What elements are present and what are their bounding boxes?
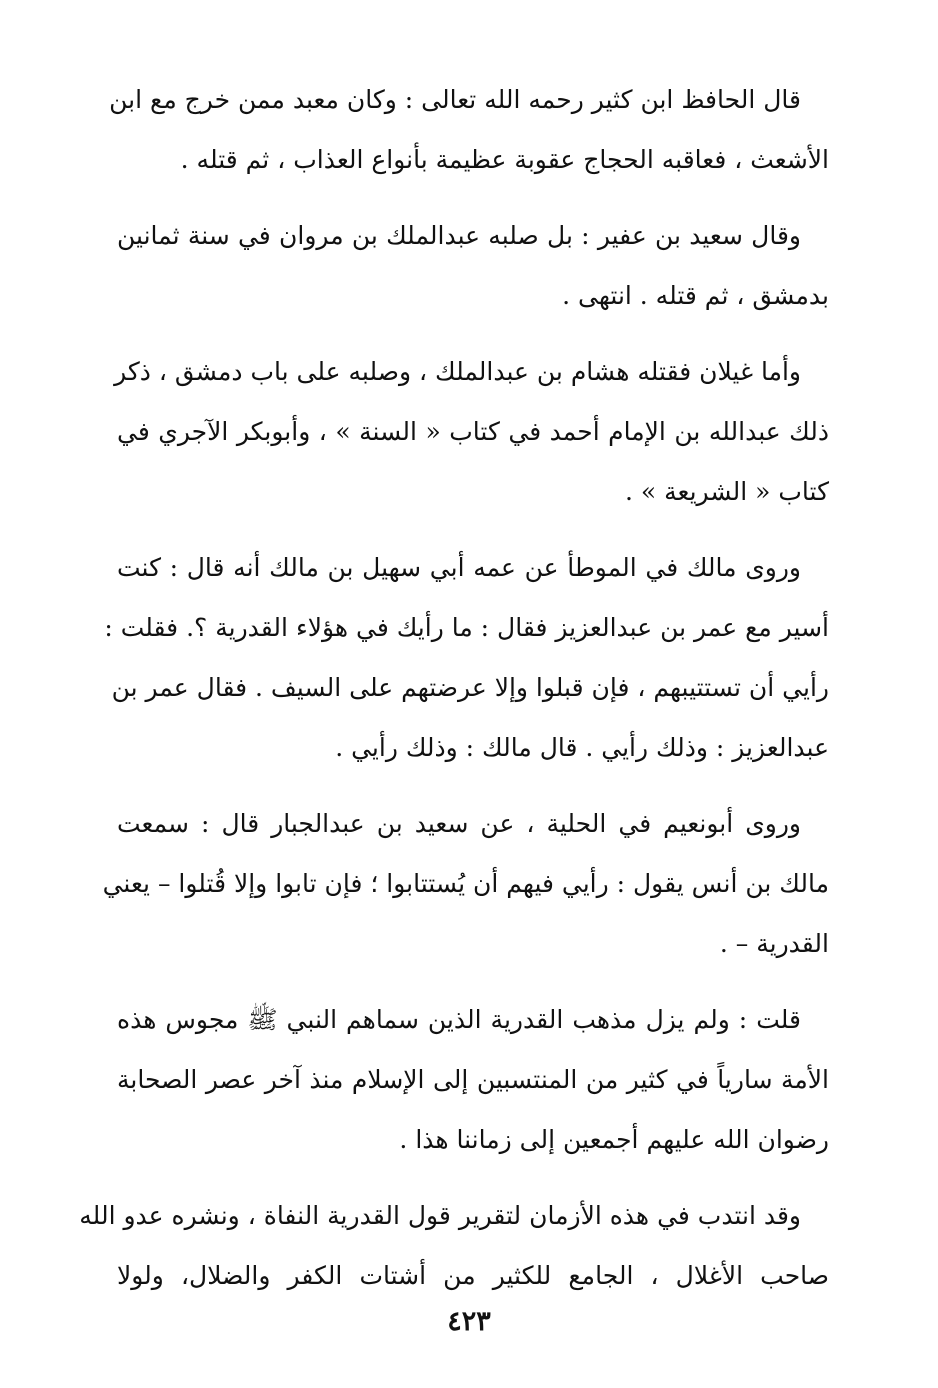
- paragraph-malik-muwatta: [104, 538, 829, 778]
- text-line: عبدالعزيز : وذلك رأيي . قال مالك : وذلك رأيي .: [335, 733, 829, 762]
- text-line: رضوان الله عليهم أجمعين إلى زماننا هذا .: [399, 1125, 829, 1154]
- text-line: وأما غيلان فقتله هشام بن عبدالملك ، وصلبه على باب دمشق ، ذكر: [114, 357, 801, 386]
- text-line: القدرية – .: [719, 929, 829, 958]
- text-line: الأمة سارياً في كثير من المنتسبين إلى الإسلام منذ آخر عصر الصحابة: [117, 1065, 829, 1094]
- text-line: ذلك عبدالله بن الإمام أحمد في كتاب « السنة » ، وأبوبكر الآجري في: [117, 417, 829, 446]
- text-line: الأشعث ، فعاقبه الحجاج عقوبة عظيمة بأنواع العذاب ، ثم قتله .: [180, 145, 829, 174]
- text-line: كتاب « الشريعة » .: [624, 477, 829, 506]
- page-number: ٤٢٣: [447, 1306, 491, 1337]
- text-line: قال الحافظ ابن كثير رحمه الله تعالى : وكان معبد ممن خرج مع ابن: [109, 85, 801, 114]
- text-line: وقال سعيد بن عفير : بل صلبه عبدالملك بن مروان في سنة ثمانين: [117, 221, 801, 250]
- text-line: بدمشق ، ثم قتله . انتهى .: [562, 281, 829, 310]
- paragraph-aghlal: [79, 1186, 829, 1306]
- paragraph-ghaylan: [114, 342, 829, 522]
- text-line: وقد انتدب في هذه الأزمان لتقرير قول القدرية النفاة ، ونشره عدو الله: [79, 1201, 801, 1230]
- book-page-text: [79, 70, 829, 1322]
- text-line: أسير مع عمر بن عبدالعزيز فقال : ما رأيك في هؤلاء القدرية ؟. فقلت :: [104, 613, 829, 642]
- paragraph-abu-nuaym: [102, 794, 829, 974]
- paragraph-qadariyya: [117, 990, 829, 1170]
- text-line: مالك بن أنس يقول : رأيي فيهم أن يُستتابوا ؛ فإن تابوا وإلا قُتلوا – يعني: [102, 869, 829, 898]
- text-line: قلت : ولم يزل مذهب القدرية الذين سماهم النبي ﷺ مجوس هذه: [117, 1005, 801, 1034]
- text-line: وروى أبونعيم في الحلية ، عن سعيد بن عبدالجبار قال : سمعت: [117, 809, 801, 838]
- text-line: رأيي أن تستتيبهم ، فإن قبلوا وإلا عرضتهم على السيف . فقال عمر بن: [111, 673, 829, 702]
- paragraph-said-ibn-ufair: [117, 206, 829, 326]
- text-line: صاحب الأغلال ، الجامع للكثير من أشتات الكفر والضلال، ولولا: [117, 1261, 829, 1290]
- text-line: وروى مالك في الموطأ عن عمه أبي سهيل بن مالك أنه قال : كنت: [117, 553, 801, 582]
- paragraph-ibn-kathir: [109, 70, 829, 190]
